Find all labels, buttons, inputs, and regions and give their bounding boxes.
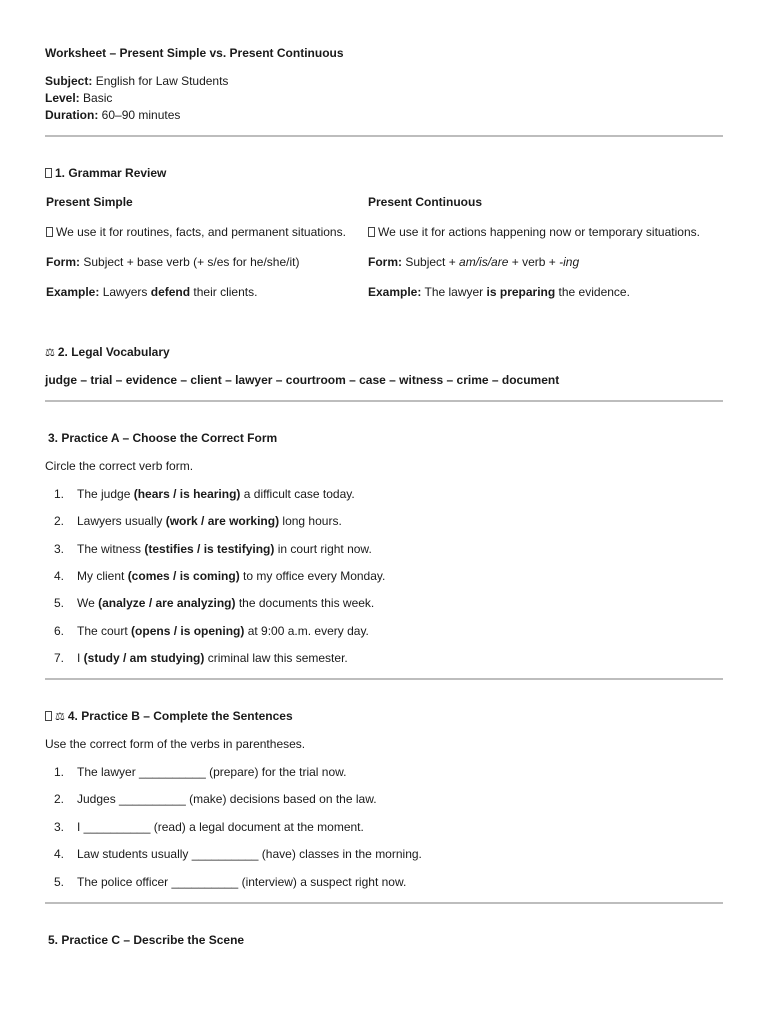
divider	[45, 135, 723, 137]
item-text: a difficult case today.	[240, 487, 355, 501]
continuous-example	[368, 285, 630, 299]
simple-form	[46, 255, 299, 269]
item-text: We	[77, 596, 99, 610]
simple-example-part: their clients.	[190, 285, 258, 299]
simple-form-text: Subject + base verb (+ s/es for he/she/it)	[83, 255, 300, 269]
practice-c-heading: 5. Practice C – Describe the Scene	[48, 933, 245, 947]
simple-form-label: Form:	[46, 255, 80, 269]
item-text: criminal law this semester.	[204, 651, 348, 665]
list-item	[45, 487, 355, 501]
simple-example-label: Example:	[46, 285, 100, 299]
scales-icon: ⚖	[55, 710, 65, 723]
item-text: in court right now.	[274, 542, 372, 556]
present-continuous-title: Present Continuous	[368, 195, 483, 209]
item-text: the documents this week.	[235, 596, 375, 610]
item-text: Law students usually __________ (have) classes in the morning.	[77, 847, 422, 861]
worksheet-title: Worksheet – Present Simple vs. Present Continuous	[45, 46, 344, 60]
missing-glyph-icon	[46, 227, 53, 237]
practice-b-instruction: Use the correct form of the verbs in parentheses.	[45, 737, 306, 751]
subject-label: Subject:	[45, 74, 93, 88]
practice-b-heading	[45, 709, 293, 723]
divider	[45, 400, 723, 402]
continuous-form-part: + verb +	[508, 255, 560, 269]
verb-choice: (comes / is coming)	[127, 569, 240, 583]
continuous-example-part: the evidence.	[555, 285, 630, 299]
item-number: 5.	[53, 596, 64, 610]
verb-choice: (hears / is hearing)	[133, 487, 241, 501]
item-text: The lawyer __________ (prepare) for the trial now.	[77, 765, 347, 779]
item-text: The judge	[77, 487, 134, 501]
practice-a-instruction: Circle the correct verb form.	[45, 459, 194, 473]
level-label: Level:	[45, 91, 80, 105]
continuous-example-part: The lawyer	[424, 285, 487, 299]
verb-choice: (opens / is opening)	[131, 624, 245, 638]
grammar-heading-text: 1. Grammar Review	[55, 166, 167, 180]
item-number: 1.	[53, 765, 64, 779]
list-item	[45, 596, 374, 610]
simple-example-verb: defend	[150, 285, 191, 299]
list-item	[45, 792, 377, 806]
duration-value: 60–90 minutes	[101, 108, 181, 122]
item-text: at 9:00 a.m. every day.	[244, 624, 369, 638]
list-item	[45, 820, 364, 834]
list-item	[45, 651, 348, 665]
continuous-form	[368, 255, 579, 269]
scales-icon: ⚖	[45, 346, 55, 359]
simple-example-part: Lawyers	[102, 285, 151, 299]
list-item	[45, 514, 342, 528]
continuous-usage	[368, 225, 700, 239]
simple-example	[46, 285, 257, 299]
item-number: 3.	[53, 542, 64, 556]
item-number: 5.	[53, 875, 64, 889]
item-number: 2.	[53, 514, 64, 528]
item-text: The court	[77, 624, 132, 638]
continuous-form-label: Form:	[368, 255, 402, 269]
duration-line	[45, 108, 180, 122]
item-number: 7.	[53, 651, 64, 665]
item-text: long hours.	[279, 514, 342, 528]
list-item	[45, 765, 347, 779]
subject-line	[45, 74, 228, 88]
item-number: 1.	[53, 487, 64, 501]
practice-a-heading: 3. Practice A – Choose the Correct Form	[48, 431, 278, 445]
missing-glyph-icon	[45, 711, 52, 721]
verb-choice: (testifies / is testifying)	[144, 542, 275, 556]
continuous-usage-text: We use it for actions happening now or temporary situations.	[378, 225, 700, 239]
simple-usage-text: We use it for routines, facts, and permanent situations.	[56, 225, 346, 239]
item-text: My client	[77, 569, 128, 583]
continuous-example-label: Example:	[368, 285, 422, 299]
item-number: 6.	[53, 624, 64, 638]
verb-choice: (study / am studying)	[83, 651, 205, 665]
list-item	[45, 624, 369, 638]
item-text: I	[77, 651, 84, 665]
item-number: 4.	[53, 569, 64, 583]
item-text: I __________ (read) a legal document at the moment.	[77, 820, 364, 834]
item-number: 4.	[53, 847, 64, 861]
continuous-form-part: Subject +	[405, 255, 460, 269]
item-text: Lawyers usually	[77, 514, 166, 528]
missing-glyph-icon	[368, 227, 375, 237]
grammar-heading	[45, 166, 166, 180]
list-item	[45, 847, 422, 861]
item-text: The police officer __________ (interview) a suspect right now.	[77, 875, 407, 889]
item-text: Judges __________ (make) decisions based on the law.	[77, 792, 377, 806]
practice-b-heading-text: 4. Practice B – Complete the Sentences	[67, 709, 293, 723]
level-line	[45, 91, 112, 105]
vocab-heading	[45, 345, 170, 359]
verb-choice: (analyze / are analyzing)	[98, 596, 236, 610]
missing-glyph-icon	[45, 168, 52, 178]
vocab-heading-text: 2. Legal Vocabulary	[57, 345, 170, 359]
list-item	[45, 542, 372, 556]
verb-choice: (work / are working)	[165, 514, 280, 528]
subject-value: English for Law Students	[95, 74, 229, 88]
duration-label: Duration:	[45, 108, 99, 122]
level-value: Basic	[83, 91, 113, 105]
divider	[45, 902, 723, 904]
item-text: The witness	[77, 542, 145, 556]
item-text: to my office every Monday.	[239, 569, 386, 583]
item-number: 2.	[53, 792, 64, 806]
divider	[45, 678, 723, 680]
vocab-words: judge – trial – evidence – client – lawyer – courtroom – case – witness – crime – document	[45, 373, 560, 387]
continuous-form-suffix: -ing	[559, 255, 580, 269]
present-simple-title: Present Simple	[46, 195, 133, 209]
list-item	[45, 875, 406, 889]
simple-usage	[46, 225, 346, 239]
item-number: 3.	[53, 820, 64, 834]
continuous-form-aux: am/is/are	[459, 255, 509, 269]
list-item	[45, 569, 385, 583]
continuous-example-verb: is preparing	[486, 285, 556, 299]
